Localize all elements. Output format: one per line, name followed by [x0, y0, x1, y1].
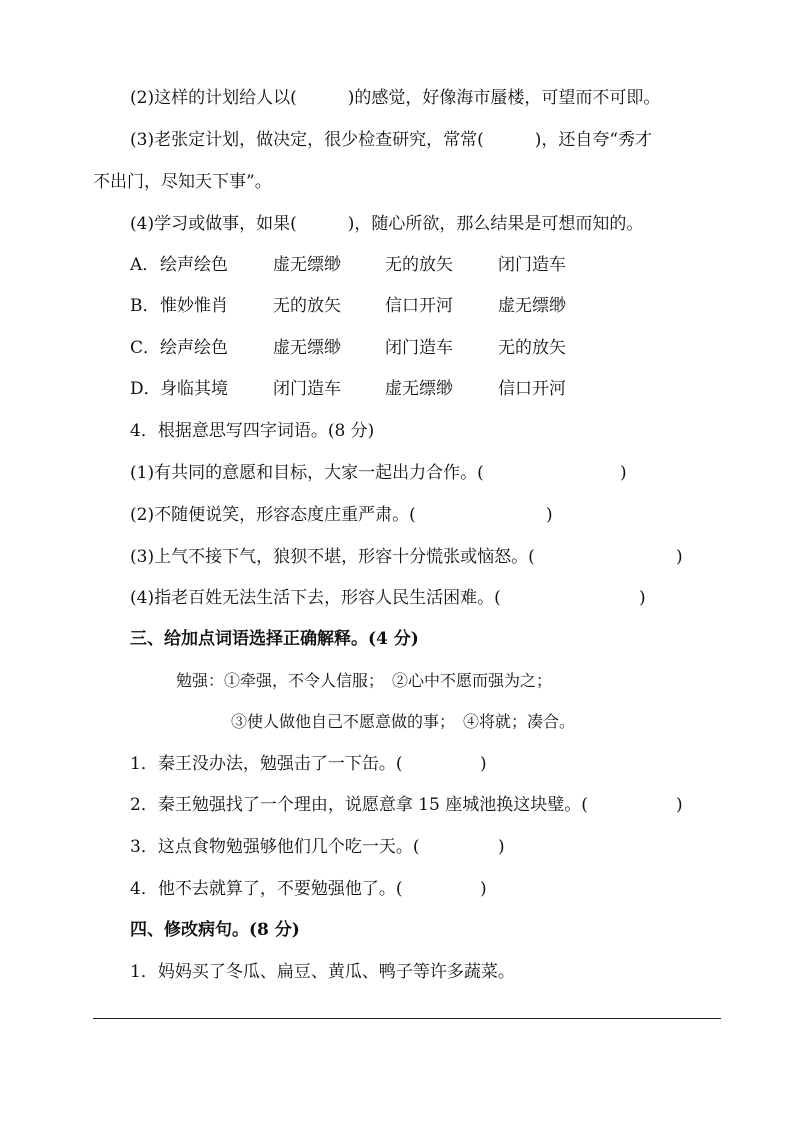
s3-item-text: 3．这点食物勉强够他们几个吃一天。( [130, 837, 420, 857]
option-a [130, 253, 730, 277]
option-word: 无的放矢 [498, 338, 566, 358]
q4-item-text: (2)不随便说笑，形容态度庄重严肃。( [130, 505, 416, 525]
q4-item-3 [130, 545, 710, 569]
option-word: 虚无缥缈 [498, 296, 566, 316]
q4-title: 4．根据意思写四字词语。(8 分) [130, 421, 375, 441]
option-word: 无的放矢 [273, 296, 341, 316]
answer-paren-close: ) [639, 588, 646, 608]
s3-item-3 [130, 835, 530, 859]
option-word: 绘声绘色 [160, 255, 228, 275]
section-4-title: 四、修改病句。(8 分) [130, 920, 300, 940]
definition-line-2: ③使人做他自己不愿意做的事； ④将就；凑合。 [231, 712, 576, 731]
option-word: 惟妙惟肖 [160, 296, 228, 316]
s3-item-text: 1．秦王没办法，勉强击了一下缶。( [130, 754, 403, 774]
answer-paren-close: ) [480, 754, 487, 774]
section-3-title: 三、给加点词语选择正确解释。(4 分) [130, 629, 419, 649]
option-label: C． [130, 338, 161, 358]
answer-paren-close: ) [620, 463, 627, 483]
option-label: B． [130, 296, 160, 316]
option-word: 虚无缥缈 [273, 255, 341, 275]
q4-item-2 [130, 503, 650, 527]
answer-paren-close: ) [498, 837, 505, 857]
answer-paren-close: ) [546, 505, 553, 525]
option-c [130, 336, 730, 360]
option-word: 信口开河 [498, 379, 566, 399]
s3-item-2 [130, 793, 710, 817]
q4-item-text: (3)上气不接下气，狼狈不堪，形容十分慌张或恼怒。( [130, 547, 535, 567]
option-word: 虚无缥缈 [385, 379, 453, 399]
option-label: A． [130, 255, 160, 275]
q3-sentence-4: (4)学习或做事，如果( )，随心所欲，那么结果是可想而知的。 [130, 214, 644, 234]
q4-item-text: (4)指老百姓无法生活下去，形容人民生活困难。( [130, 588, 501, 608]
option-word: 闭门造车 [273, 379, 341, 399]
q4-item-text: (1)有共同的意愿和目标，大家一起出力合作。( [130, 463, 484, 483]
option-word: 无的放矢 [385, 255, 453, 275]
q4-item-4 [130, 586, 670, 610]
s3-item-1 [130, 752, 530, 776]
option-word: 绘声绘色 [160, 338, 228, 358]
answer-paren-close: ) [676, 795, 683, 815]
answer-paren-close: ) [676, 547, 683, 567]
q3-sentence-3-line2: 不出门，尽知天下事”。 [93, 172, 272, 192]
option-word: 身临其境 [160, 379, 228, 399]
option-word: 虚无缥缈 [273, 338, 341, 358]
option-word: 闭门造车 [498, 255, 566, 275]
option-b [130, 294, 730, 318]
q4-item-1 [130, 461, 650, 485]
s3-item-4 [130, 877, 530, 901]
s3-item-text: 4．他不去就算了，不要勉强他了。( [130, 879, 403, 899]
option-d [130, 377, 730, 401]
definition-line-1: 勉强：①牵强，不令人信服； ②心中不愿而强为之； [176, 671, 553, 690]
option-word: 闭门造车 [385, 338, 453, 358]
s4-item-1: 1．妈妈买了冬瓜、扁豆、黄瓜、鸭子等许多蔬菜。 [130, 962, 515, 982]
option-word: 信口开河 [385, 296, 453, 316]
answer-paren-close: ) [480, 879, 487, 899]
q3-sentence-2: (2)这样的计划给人以( )的感觉，好像海市蜃楼，可望而不可即。 [130, 88, 661, 108]
s3-item-text: 2．秦王勉强找了一个理由，说愿意拿 15 座城池换这块璧。( [130, 795, 588, 815]
answer-line [93, 1018, 721, 1019]
q3-sentence-3-line1: (3)老张定计划，做决定，很少检查研究，常常( )，还自夸“秀才 [130, 130, 653, 150]
option-label: D． [130, 379, 161, 399]
